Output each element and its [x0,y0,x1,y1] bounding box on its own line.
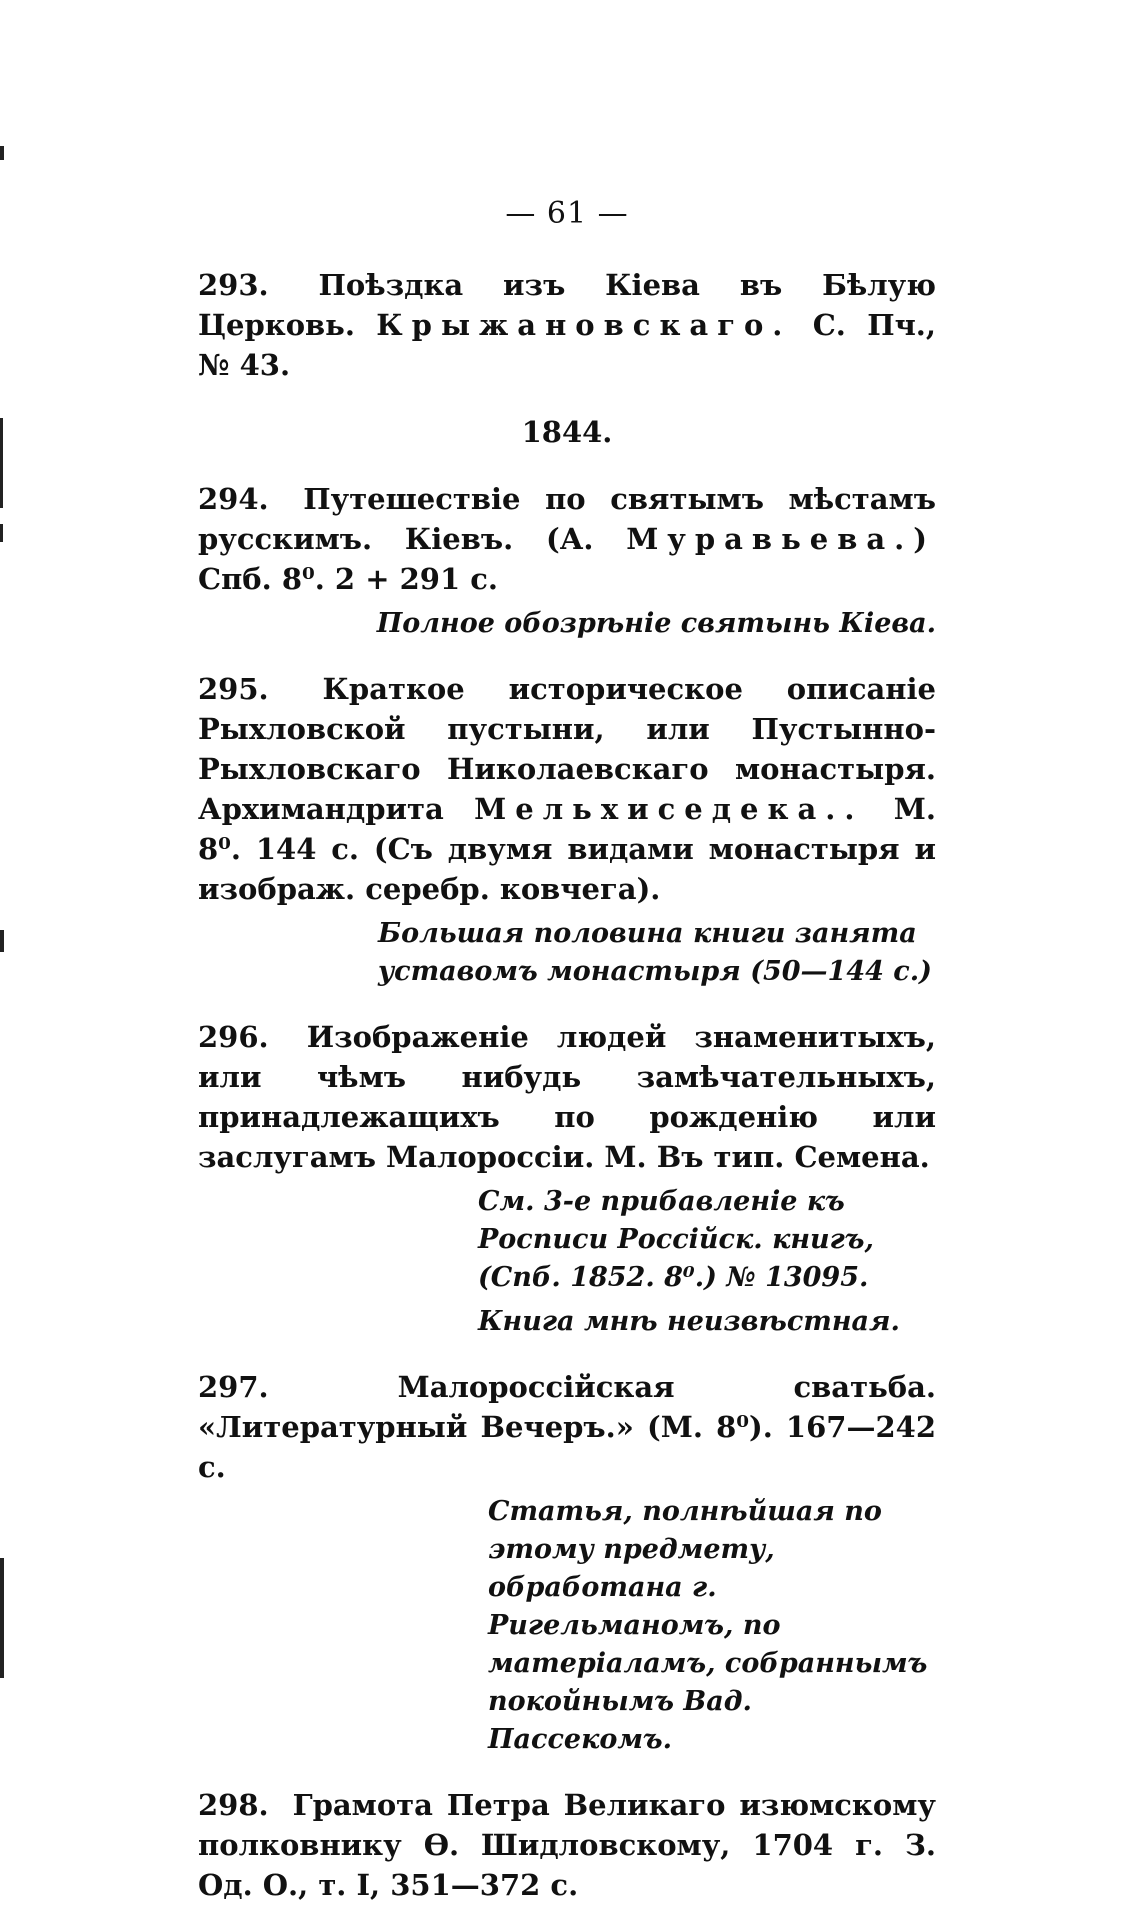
entry-note: Статья, полнѣйшая по этому предмету, обработана г. Ригельманомъ, по матеріаламъ, собраннымъ покойнымъ Вад. Пассекомъ. [488,1496,928,1755]
entry-author: Мельхиседека.. [474,792,864,826]
page-number: — 61 — [505,196,629,231]
spacer [198,643,936,669]
entry-298 [198,1785,936,1905]
entry-title: Путешествіе по святымъ мѣстамъ русскимъ. Кіевъ. (А. [198,482,936,556]
entry-title: Краткое историческое описаніе Рыхловской пустыни, или Пустынно-Рыхловскаго Николаевскаго монастыря. Архимандрита [198,672,936,826]
text-column [198,196,936,1905]
entry-number: 297. [198,1370,269,1404]
entry-number: 294. [198,482,269,516]
entry-note: См. 3-е прибавленіе къ Росписи Россійск. книгъ, (Спб. 1852. 8⁰.) № 13095. [478,1186,874,1293]
year-heading: 1844. [521,415,613,449]
entry-number: 298. [198,1788,269,1822]
entry-297 [198,1367,936,1487]
spacer [198,1341,936,1367]
entry-author: Муравьева.) [626,522,936,556]
spacer [198,1759,936,1785]
scan-edge-mark [0,1558,4,1678]
entry-number: 293. [198,268,269,302]
entry-title: Поѣздка изъ Кіева въ Бѣлую Церковь. [198,268,936,342]
entry-note: Полное обозрѣніе святынь Кіева. [376,608,936,639]
entry-author: Крыжановскаго. [376,308,792,342]
entry-title: Грамота Петра Великаго изюмскому полковнику Ѳ. Шидловскому, 1704 г. З. Од. О., т. I, 351—372 с. [198,1788,936,1902]
entry-source: С. Пч., № 43. [198,308,936,382]
scan-edge-mark [0,524,3,542]
entry-title: Малороссійская сватьба. «Литературный Вечеръ.» (М. 8⁰). 167—242 с. [198,1370,936,1484]
scan-edge-mark [0,418,3,508]
entry-296 [198,1017,936,1177]
entry-note: Большая половина книги занята уставомъ монастыря (50—144 с.) [378,918,932,987]
entry-note-secondary: Книга мнѣ неизвѣстная. [478,1306,900,1337]
entry-number: 295. [198,672,269,706]
entry-source: М. 8⁰. 144 с. (Съ двумя видами монастыря и изображ. серебр. ковчега). [198,792,936,906]
scan-edge-mark [0,930,4,952]
spacer [198,991,936,1017]
entry-293 [198,265,936,385]
scan-edge-mark [0,146,4,160]
entry-294 [198,479,936,599]
entry-title: Изображеніе людей знаменитыхъ, или чѣмъ нибудь замѣчательныхъ, принадлежащихъ по рожденію или заслугамъ Малороссіи. М. Въ тип. Семена. [198,1020,936,1174]
entry-source: Спб. 8⁰. 2 + 291 с. [198,562,498,596]
entry-295 [198,669,936,909]
entry-number: 296. [198,1020,269,1054]
